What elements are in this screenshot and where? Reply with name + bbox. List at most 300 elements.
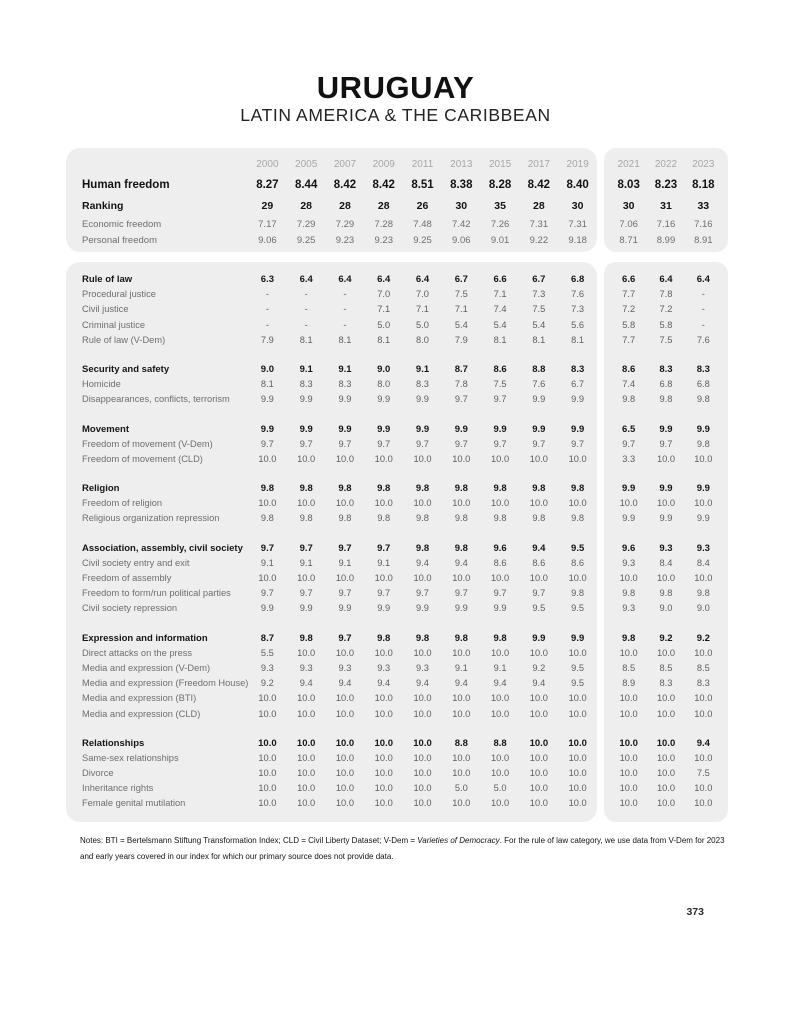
value-cell: 2005 bbox=[295, 159, 318, 170]
values-2000-2019 bbox=[248, 678, 597, 688]
value-cell: 10.0 bbox=[529, 752, 548, 763]
value-cell: 10.0 bbox=[335, 453, 354, 464]
value-cell: 9.8 bbox=[571, 588, 585, 599]
value-cell: 7.8 bbox=[454, 379, 468, 390]
value-cell: 10.0 bbox=[694, 752, 713, 763]
indicator-label: Freedom of religion bbox=[82, 498, 163, 509]
value-cell: 9.9 bbox=[377, 423, 391, 435]
value-cell: 2015 bbox=[488, 159, 512, 170]
value-cell: 6.4 bbox=[377, 274, 391, 285]
value-cell: 10.0 bbox=[413, 498, 432, 509]
value-cell: 10.0 bbox=[619, 693, 638, 704]
value-cell: 9.9 bbox=[532, 632, 546, 644]
value-cell: 9.9 bbox=[377, 394, 391, 405]
value-cell: 10.0 bbox=[619, 798, 638, 809]
value-cell: 8.5 bbox=[696, 662, 710, 673]
summary-row-label: Ranking bbox=[82, 200, 124, 212]
value-cell: 9.06 bbox=[258, 235, 277, 246]
value-cell: 6.6 bbox=[493, 274, 507, 285]
value-cell: 10.0 bbox=[413, 752, 432, 763]
value-cell: 10.0 bbox=[413, 693, 432, 704]
values-2021-2023 bbox=[604, 753, 728, 763]
value-cell: 9.7 bbox=[493, 394, 507, 405]
value-cell: 10.0 bbox=[529, 573, 548, 583]
value-cell: 10.0 bbox=[258, 498, 277, 509]
value-cell: 9.3 bbox=[377, 662, 391, 673]
indicator-label: Disappearances, conflicts, terrorism bbox=[82, 394, 230, 405]
table-row bbox=[66, 179, 728, 200]
value-cell: 9.9 bbox=[454, 603, 468, 614]
value-cell: 9.3 bbox=[260, 662, 274, 673]
value-cell: 10.0 bbox=[452, 798, 471, 809]
value-cell: 9.3 bbox=[622, 603, 636, 614]
value-cell: 10.0 bbox=[335, 708, 354, 719]
value-cell: 8.3 bbox=[338, 379, 352, 390]
value-cell: 10.0 bbox=[619, 783, 638, 794]
value-cell: 9.0 bbox=[260, 363, 274, 375]
value-cell: 6.8 bbox=[696, 379, 710, 390]
value-cell: 9.0 bbox=[659, 603, 673, 614]
value-cell: 9.4 bbox=[338, 678, 352, 689]
value-cell: - bbox=[701, 319, 705, 330]
value-cell: 9.1 bbox=[260, 557, 274, 568]
value-cell: - bbox=[304, 304, 308, 315]
value-cell: 10.0 bbox=[619, 708, 638, 719]
value-cell: 9.4 bbox=[696, 737, 710, 749]
value-cell: 9.9 bbox=[659, 483, 673, 495]
values-2021-2023 bbox=[604, 498, 728, 508]
value-cell: 7.5 bbox=[454, 289, 468, 300]
value-cell: 8.7 bbox=[260, 632, 274, 644]
values-2000-2019 bbox=[248, 693, 597, 703]
indicator-label: Homicide bbox=[82, 379, 121, 390]
value-cell: 7.9 bbox=[454, 334, 468, 345]
value-cell: 10.0 bbox=[374, 693, 393, 704]
value-cell: 7.4 bbox=[622, 379, 636, 390]
value-cell: 9.9 bbox=[493, 423, 507, 435]
value-cell: 9.5 bbox=[571, 678, 585, 689]
value-cell: 30 bbox=[622, 200, 635, 212]
value-cell: 6.4 bbox=[299, 274, 313, 285]
values-2021-2023 bbox=[604, 558, 728, 568]
value-cell: 7.3 bbox=[532, 289, 546, 300]
table-row bbox=[66, 439, 728, 454]
values-2000-2019 bbox=[248, 394, 597, 404]
value-cell: 8.42 bbox=[372, 179, 395, 191]
value-cell: 10.0 bbox=[619, 647, 638, 658]
value-cell: 10.0 bbox=[656, 453, 676, 464]
value-cell: 7.06 bbox=[619, 219, 638, 230]
table-row bbox=[66, 335, 728, 350]
values-2000-2019 bbox=[248, 219, 597, 230]
value-cell: 10.0 bbox=[297, 752, 316, 763]
value-cell: 9.7 bbox=[338, 542, 352, 554]
value-cell: 9.8 bbox=[299, 483, 313, 495]
value-cell: 9.8 bbox=[622, 632, 636, 644]
values-2000-2019 bbox=[248, 798, 597, 808]
value-cell: 9.8 bbox=[415, 542, 430, 554]
value-cell: 9.4 bbox=[493, 678, 507, 689]
values-2000-2019 bbox=[248, 753, 597, 763]
value-cell: 2011 bbox=[411, 159, 434, 170]
value-cell: 8.3 bbox=[659, 363, 673, 375]
value-cell: 10.0 bbox=[297, 647, 316, 658]
table-row bbox=[66, 543, 728, 558]
value-cell: 9.9 bbox=[696, 423, 710, 435]
value-cell: 7.2 bbox=[622, 304, 636, 315]
value-cell: 9.4 bbox=[454, 678, 468, 689]
value-cell: 10.0 bbox=[374, 708, 393, 719]
values-2000-2019 bbox=[248, 513, 597, 523]
value-cell: 10.0 bbox=[694, 783, 713, 794]
indicator-label: Freedom of movement (V-Dem) bbox=[82, 438, 213, 449]
value-cell: 9.7 bbox=[416, 588, 429, 599]
value-cell: 7.29 bbox=[296, 219, 316, 230]
value-cell: 10.0 bbox=[568, 453, 587, 464]
value-cell: 9.8 bbox=[299, 513, 313, 524]
value-cell: 10.0 bbox=[656, 573, 676, 583]
value-cell: 9.3 bbox=[299, 662, 313, 673]
value-cell: 8.0 bbox=[416, 334, 429, 345]
value-cell: 9.8 bbox=[454, 542, 468, 554]
value-cell: 10.0 bbox=[374, 752, 393, 763]
value-cell: 7.6 bbox=[696, 334, 710, 345]
value-cell: 30 bbox=[455, 200, 468, 212]
value-cell: 9.8 bbox=[659, 394, 673, 405]
value-cell: 3.3 bbox=[622, 453, 636, 464]
values-2021-2023 bbox=[604, 543, 728, 554]
value-cell: 10.0 bbox=[656, 708, 676, 719]
values-2021-2023 bbox=[604, 483, 728, 494]
value-cell: 8.8 bbox=[454, 737, 468, 749]
values-2000-2019 bbox=[248, 633, 597, 644]
value-cell: 10.0 bbox=[335, 768, 354, 779]
value-cell: 9.4 bbox=[299, 678, 313, 689]
values-2000-2019 bbox=[248, 289, 597, 299]
value-cell: 6.8 bbox=[659, 379, 673, 390]
value-cell: 10.0 bbox=[491, 453, 510, 464]
value-cell: 9.7 bbox=[377, 588, 391, 599]
value-cell: 9.25 bbox=[296, 235, 316, 246]
value-cell: 2022 bbox=[654, 159, 678, 170]
value-cell: 2009 bbox=[372, 159, 395, 170]
value-cell: 10.0 bbox=[694, 498, 713, 509]
value-cell: - bbox=[304, 319, 308, 330]
value-cell: 6.8 bbox=[571, 274, 585, 285]
values-2021-2023 bbox=[604, 768, 728, 778]
value-cell: 10.0 bbox=[656, 768, 676, 779]
value-cell: 8.3 bbox=[416, 379, 429, 390]
value-cell: 10.0 bbox=[413, 798, 432, 809]
value-cell: 28 bbox=[339, 200, 351, 212]
values-2021-2023 bbox=[604, 219, 728, 230]
value-cell: 28 bbox=[377, 200, 390, 212]
value-cell: 9.9 bbox=[260, 603, 274, 614]
values-2000-2019 bbox=[248, 159, 597, 170]
value-cell: - bbox=[343, 304, 347, 315]
value-cell: 7.5 bbox=[696, 768, 710, 779]
value-cell: 10.0 bbox=[413, 647, 432, 658]
values-2000-2019 bbox=[248, 498, 597, 508]
value-cell: 10.0 bbox=[297, 768, 316, 779]
value-cell: 9.7 bbox=[659, 438, 673, 449]
value-cell: 6.4 bbox=[415, 274, 430, 285]
value-cell: 10.0 bbox=[297, 573, 316, 583]
value-cell: 7.1 bbox=[377, 304, 391, 315]
value-cell: 10.0 bbox=[335, 498, 354, 509]
indicator-label: Civil society repression bbox=[82, 603, 178, 614]
value-cell: 9.9 bbox=[338, 394, 352, 405]
value-cell: 2000 bbox=[256, 159, 279, 170]
value-cell: 7.7 bbox=[622, 289, 636, 300]
value-cell: 9.1 bbox=[338, 363, 352, 375]
value-cell: 9.9 bbox=[571, 423, 585, 435]
value-cell: 7.9 bbox=[260, 334, 274, 345]
indicator-label: Civil society entry and exit bbox=[82, 557, 190, 568]
value-cell: 9.0 bbox=[377, 363, 391, 375]
value-cell: 7.4 bbox=[493, 304, 507, 315]
value-cell: 7.6 bbox=[571, 289, 585, 300]
value-cell: 9.9 bbox=[696, 483, 710, 495]
value-cell: 6.3 bbox=[260, 274, 274, 285]
values-2021-2023 bbox=[604, 235, 728, 246]
value-cell: 8.0 bbox=[377, 379, 391, 390]
value-cell: 10.0 bbox=[452, 693, 471, 704]
section-header-label: Relationships bbox=[82, 737, 145, 749]
table-row bbox=[66, 798, 728, 813]
value-cell: 7.5 bbox=[532, 304, 546, 315]
value-cell: - bbox=[304, 289, 308, 300]
values-2021-2023 bbox=[604, 439, 728, 449]
table-row bbox=[66, 603, 728, 618]
values-2021-2023 bbox=[604, 633, 728, 644]
value-cell: 2017 bbox=[527, 159, 550, 170]
values-2000-2019 bbox=[248, 304, 597, 314]
value-cell: 9.8 bbox=[415, 632, 430, 644]
value-cell: 9.4 bbox=[532, 678, 546, 689]
values-2000-2019 bbox=[248, 235, 597, 246]
value-cell: 10.0 bbox=[619, 768, 638, 779]
value-cell: 8.6 bbox=[493, 363, 507, 375]
footnote-suffix-text: . For the rule of law category, we use data from V-Dem for 2023 and early years covered in our index for which our primary source does not provide data. bbox=[80, 836, 725, 861]
values-2021-2023 bbox=[604, 693, 728, 703]
value-cell: 8.27 bbox=[256, 179, 279, 191]
value-cell: 9.8 bbox=[696, 394, 710, 405]
value-cell: 9.3 bbox=[696, 542, 710, 554]
value-cell: 9.8 bbox=[260, 513, 274, 524]
value-cell: 10.0 bbox=[413, 708, 432, 719]
value-cell: 2013 bbox=[450, 159, 473, 170]
table-row bbox=[66, 753, 728, 768]
value-cell: 10.0 bbox=[694, 453, 713, 464]
values-2021-2023 bbox=[604, 379, 728, 389]
value-cell: 8.6 bbox=[571, 557, 585, 568]
table-row bbox=[66, 693, 728, 708]
value-cell: 35 bbox=[494, 200, 506, 212]
value-cell: 9.8 bbox=[377, 513, 391, 524]
value-cell: 8.1 bbox=[571, 334, 585, 345]
value-cell: 10.0 bbox=[694, 798, 713, 809]
value-cell: 9.7 bbox=[377, 542, 391, 554]
value-cell: 10.0 bbox=[258, 752, 277, 763]
table-row bbox=[66, 483, 728, 498]
table-row bbox=[66, 513, 728, 528]
value-cell: 10.0 bbox=[374, 573, 393, 583]
value-cell: 10.0 bbox=[568, 708, 587, 719]
value-cell: 10.0 bbox=[374, 498, 393, 509]
value-cell: 10.0 bbox=[656, 783, 676, 794]
value-cell: 5.0 bbox=[416, 319, 429, 330]
indicator-label: Inheritance rights bbox=[82, 783, 154, 794]
value-cell: 5.8 bbox=[659, 319, 673, 330]
value-cell: 2021 bbox=[617, 159, 640, 170]
value-cell: - bbox=[343, 319, 347, 330]
table-row bbox=[66, 200, 728, 219]
value-cell: 9.9 bbox=[377, 603, 391, 614]
value-cell: 9.8 bbox=[659, 588, 673, 599]
value-cell: 5.0 bbox=[493, 783, 507, 794]
value-cell: 9.6 bbox=[493, 542, 507, 554]
value-cell: 8.4 bbox=[659, 557, 673, 568]
value-cell: 10.0 bbox=[335, 573, 354, 583]
value-cell: 9.8 bbox=[493, 513, 507, 524]
value-cell: 9.8 bbox=[299, 632, 313, 644]
value-cell: 8.5 bbox=[659, 662, 673, 673]
indicator-label: Female genital mutilation bbox=[82, 798, 186, 809]
value-cell: 9.4 bbox=[377, 678, 391, 689]
value-cell: - bbox=[265, 289, 269, 300]
value-cell: 10.0 bbox=[568, 693, 587, 704]
value-cell: 9.9 bbox=[532, 423, 546, 435]
table-row bbox=[66, 274, 728, 289]
value-cell: 8.03 bbox=[617, 179, 640, 191]
value-cell: 10.0 bbox=[335, 783, 354, 794]
value-cell: 9.8 bbox=[493, 632, 507, 644]
value-cell: 9.7 bbox=[416, 438, 429, 449]
indicator-label: Freedom of movement (CLD) bbox=[82, 453, 203, 464]
value-cell: 10.0 bbox=[452, 498, 471, 509]
value-cell: 7.29 bbox=[335, 219, 355, 230]
value-cell: 9.25 bbox=[413, 235, 432, 246]
values-2021-2023 bbox=[604, 648, 728, 658]
indicator-label: Procedural justice bbox=[82, 289, 156, 300]
value-cell: 8.1 bbox=[532, 334, 546, 345]
value-cell: 9.8 bbox=[338, 513, 352, 524]
value-cell: 9.8 bbox=[377, 632, 391, 644]
value-cell: 9.7 bbox=[454, 588, 468, 599]
value-cell: 10.0 bbox=[258, 693, 277, 704]
values-2000-2019 bbox=[248, 573, 597, 583]
table-row bbox=[66, 633, 728, 648]
table-row bbox=[66, 364, 728, 379]
value-cell: 9.8 bbox=[454, 632, 468, 644]
value-cell: 8.1 bbox=[377, 334, 391, 345]
value-cell: 7.31 bbox=[529, 219, 549, 230]
value-cell: 8.4 bbox=[696, 557, 710, 568]
value-cell: 10.0 bbox=[374, 737, 393, 749]
value-cell: 9.2 bbox=[532, 662, 546, 673]
value-cell: 5.0 bbox=[377, 319, 391, 330]
value-cell: 6.7 bbox=[571, 379, 585, 390]
section-header-label: Religion bbox=[82, 483, 120, 495]
value-cell: 9.8 bbox=[377, 483, 391, 495]
value-cell: 9.1 bbox=[377, 557, 391, 568]
values-2021-2023 bbox=[604, 289, 728, 299]
value-cell: 10.0 bbox=[529, 693, 548, 704]
value-cell: 9.4 bbox=[532, 542, 546, 554]
values-2000-2019 bbox=[248, 364, 597, 375]
value-cell: 9.5 bbox=[532, 603, 546, 614]
value-cell: 10.0 bbox=[568, 737, 587, 749]
value-cell: 9.1 bbox=[454, 662, 468, 673]
value-cell: 7.6 bbox=[532, 379, 546, 390]
summary-row-label: Economic freedom bbox=[82, 219, 162, 230]
values-2000-2019 bbox=[248, 424, 597, 435]
value-cell: 10.0 bbox=[374, 768, 393, 779]
values-2000-2019 bbox=[248, 200, 597, 212]
value-cell: 2023 bbox=[692, 159, 715, 170]
value-cell: 9.7 bbox=[299, 588, 313, 599]
value-cell: 10.0 bbox=[374, 783, 393, 794]
table-row bbox=[66, 219, 728, 235]
table-row bbox=[66, 783, 728, 798]
value-cell: 10.0 bbox=[491, 752, 510, 763]
values-2021-2023 bbox=[604, 179, 728, 191]
value-cell: 7.5 bbox=[659, 334, 673, 345]
value-cell: 9.7 bbox=[299, 542, 313, 554]
value-cell: 9.7 bbox=[571, 438, 585, 449]
value-cell: 10.0 bbox=[491, 693, 510, 704]
value-cell: 9.23 bbox=[335, 235, 355, 246]
table-row bbox=[66, 558, 728, 573]
value-cell: 10.0 bbox=[413, 573, 432, 583]
footnote-text: Notes: BTI = Bertelsmann Stiftung Transformation Index; CLD = Civil Liberty Dataset; V-Dem = bbox=[80, 836, 418, 845]
table-row bbox=[66, 304, 728, 319]
value-cell: 7.16 bbox=[656, 219, 676, 230]
value-cell: 9.2 bbox=[260, 678, 274, 689]
value-cell: 5.4 bbox=[532, 319, 546, 330]
value-cell: 9.9 bbox=[571, 394, 585, 405]
value-cell: 7.3 bbox=[571, 304, 585, 315]
value-cell: 10.0 bbox=[297, 708, 316, 719]
value-cell: 8.6 bbox=[532, 557, 546, 568]
value-cell: 10.0 bbox=[529, 498, 548, 509]
value-cell: 5.6 bbox=[571, 319, 585, 330]
table-row bbox=[66, 289, 728, 304]
value-cell: 9.8 bbox=[532, 513, 546, 524]
values-2000-2019 bbox=[248, 274, 597, 285]
value-cell: 9.9 bbox=[338, 603, 352, 614]
value-cell: 9.8 bbox=[260, 483, 274, 495]
values-2021-2023 bbox=[604, 709, 728, 719]
value-cell: 10.0 bbox=[297, 798, 316, 809]
value-cell: 9.3 bbox=[659, 542, 673, 554]
section-header-label: Movement bbox=[82, 423, 129, 435]
value-cell: 10.0 bbox=[413, 768, 432, 779]
value-cell: 10.0 bbox=[452, 752, 471, 763]
value-cell: - bbox=[343, 289, 347, 300]
value-cell: 10.0 bbox=[413, 453, 432, 464]
value-cell: 8.3 bbox=[571, 363, 585, 375]
value-cell: 9.7 bbox=[622, 438, 636, 449]
value-cell: 8.38 bbox=[450, 179, 473, 191]
value-cell: 9.7 bbox=[454, 394, 468, 405]
value-cell: - bbox=[265, 304, 269, 315]
section-header-label: Association, assembly, civil society bbox=[82, 542, 243, 554]
value-cell: 9.9 bbox=[416, 394, 429, 405]
value-cell: 5.4 bbox=[454, 319, 468, 330]
value-cell: 9.7 bbox=[377, 438, 391, 449]
